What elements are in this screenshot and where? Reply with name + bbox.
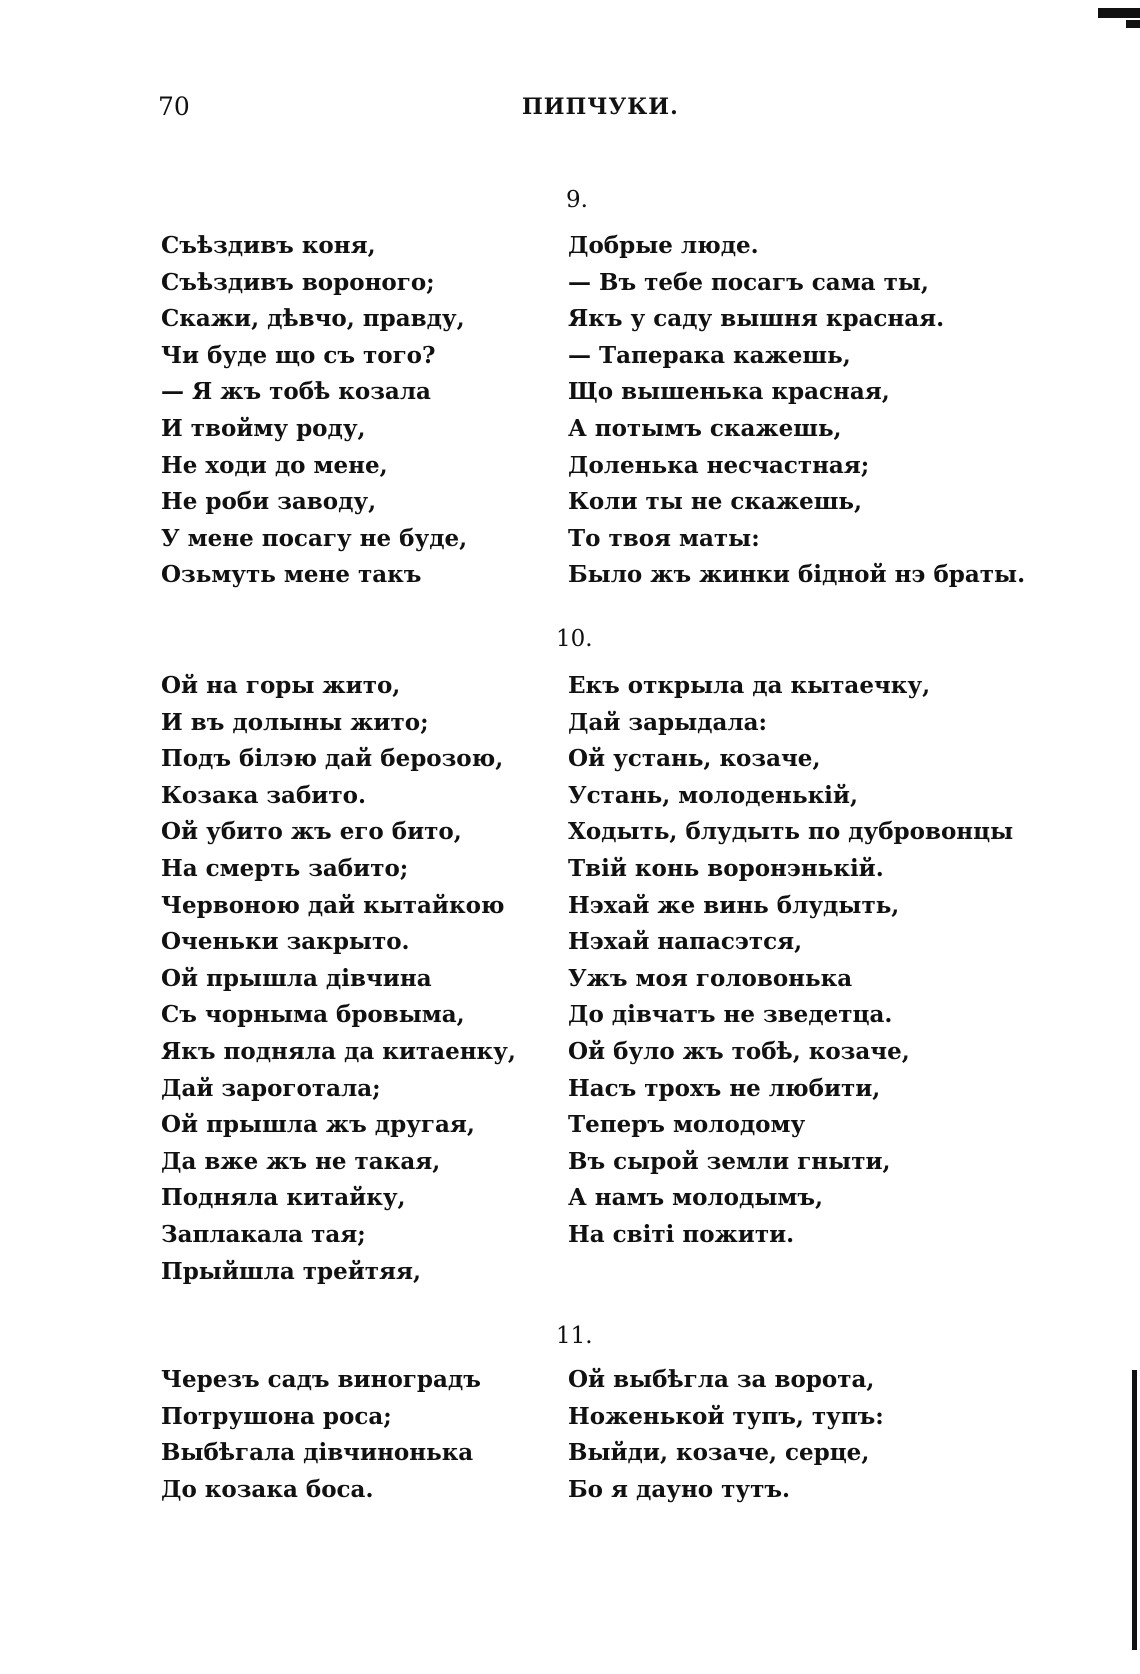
verse-line: Дай зарыдала: — [568, 708, 767, 736]
scan-edge-mark — [1098, 8, 1140, 18]
verse-line: Выйди, козаче, серце, — [568, 1439, 870, 1467]
song-number-11: 11. — [556, 1323, 593, 1349]
verse-line: Ой прышла жъ другая, — [161, 1111, 475, 1139]
verse-line: Потрушона роса; — [161, 1402, 392, 1430]
verse-line: Ой устань, козаче, — [568, 745, 821, 773]
verse-line: Было жъ жинки бiдной нэ браты. — [568, 561, 1026, 589]
verse-line: Въ сырой земли гныти, — [568, 1147, 891, 1175]
verse-line: Червоною дай кытайкою — [161, 891, 505, 919]
verse-line: Подняла китайку, — [161, 1184, 406, 1212]
song-number-10: 10. — [556, 626, 593, 652]
verse-line: Ой убито жъ его бито, — [161, 818, 462, 846]
verse-line: До козака боса. — [161, 1475, 374, 1503]
verse-line: Озьмуть мене такъ — [161, 561, 422, 589]
song-11-right-column — [568, 1362, 998, 1508]
verse-line: Прыйшла трейтяя, — [161, 1257, 422, 1285]
verse-line: Съѣздивъ вороного; — [161, 268, 435, 296]
verse-line: Якъ подняла да китаенку, — [161, 1037, 516, 1065]
verse-line: А потымъ скажешь, — [568, 414, 842, 442]
verse-line: Подъ бiлэю дай берозою, — [161, 745, 504, 773]
song-10-right-verse — [568, 668, 1014, 1254]
verse-line: Черезъ садъ виноградъ — [161, 1366, 481, 1393]
song-9-right-verse — [568, 228, 1026, 594]
verse-line: Насъ трохъ не любити, — [568, 1074, 881, 1102]
song-10-left-verse — [161, 668, 521, 1290]
song-number-9: 9. — [566, 187, 588, 213]
verse-line: И твойму роду, — [161, 414, 366, 442]
verse-line: Ой прышла дiвчина — [161, 964, 432, 992]
verse-line: Дай зароготала; — [161, 1074, 381, 1102]
verse-line: — Въ тебе посагъ сама ты, — [568, 268, 929, 296]
verse-line: Доленька несчастная; — [568, 451, 870, 479]
verse-line: У мене посагу не буде, — [161, 524, 468, 552]
verse-line: Козака забито. — [161, 781, 366, 809]
verse-line: Не роби заводу, — [161, 488, 377, 516]
verse-line: Коли ты не скажешь, — [568, 488, 863, 516]
verse-line: На свiтi пожити. — [568, 1220, 795, 1248]
song-11-left-verse — [161, 1362, 521, 1508]
verse-line: На смерть забито; — [161, 854, 409, 882]
verse-line: — Таперака кажешь, — [568, 341, 851, 369]
song-11-right-verse — [568, 1362, 998, 1508]
verse-line: И въ долыны жито; — [161, 708, 429, 736]
verse-line: Съ чорныма бровыма, — [161, 1001, 465, 1029]
verse-line: Ой було жъ тобѣ, козаче, — [568, 1037, 910, 1065]
verse-line: Теперъ молодому — [568, 1111, 806, 1139]
verse-line: Да вже жъ не такая, — [161, 1147, 441, 1175]
verse-line: Якъ у саду вышня красная. — [568, 305, 945, 333]
verse-line: Добрые люде. — [568, 232, 759, 259]
running-title: ПИПЧУКИ. — [522, 94, 679, 120]
verse-line: Бо я дауно тутъ. — [568, 1475, 791, 1503]
song-9-left-column — [161, 228, 521, 594]
verse-line: Съѣздивъ коня, — [161, 232, 376, 259]
song-11-left-column — [161, 1362, 521, 1508]
verse-line: Чи буде що съ того? — [161, 341, 436, 369]
verse-line: — Я жъ тобѣ козала — [161, 378, 431, 406]
verse-line: Екъ открыла да кытаечку, — [568, 672, 931, 699]
verse-line: Устань, молоденькiй, — [568, 781, 858, 809]
verse-line: Що вышенька красная, — [568, 378, 890, 406]
scan-edge-mark — [1126, 20, 1140, 28]
verse-line: То твоя маты: — [568, 524, 760, 552]
page-number: 70 — [158, 92, 190, 121]
verse-line: Нэхай напасэтся, — [568, 928, 803, 956]
verse-line: Ужъ моя головонька — [568, 964, 853, 992]
verse-line: Ноженькой тупъ, тупъ: — [568, 1402, 884, 1430]
verse-line: А намъ молодымъ, — [568, 1184, 823, 1212]
verse-line: Ходыть, блудыть по дубровонцы — [568, 818, 1014, 846]
verse-line: Выбѣгала дiвчинонька — [161, 1439, 474, 1467]
verse-line: Заплакала тая; — [161, 1220, 366, 1248]
scan-edge-mark — [1132, 1370, 1137, 1650]
verse-line: Оченьки закрыто. — [161, 928, 410, 956]
verse-line: Не ходи до мене, — [161, 451, 388, 479]
verse-line: Нэхай же винь блудыть, — [568, 891, 900, 919]
song-9-right-column — [568, 228, 1026, 594]
song-10-right-column — [568, 668, 1014, 1254]
song-10-left-column — [161, 668, 521, 1290]
song-9-left-verse — [161, 228, 521, 594]
verse-line: Твiй конь воронэнькiй. — [568, 854, 884, 882]
verse-line: Ой на горы жито, — [161, 672, 401, 699]
verse-line: Скажи, дѣвчо, правду, — [161, 305, 465, 333]
verse-line: Ой выбѣгла за ворота, — [568, 1366, 875, 1393]
verse-line: До дiвчатъ не зведетца. — [568, 1001, 893, 1029]
page-header — [0, 92, 1140, 124]
